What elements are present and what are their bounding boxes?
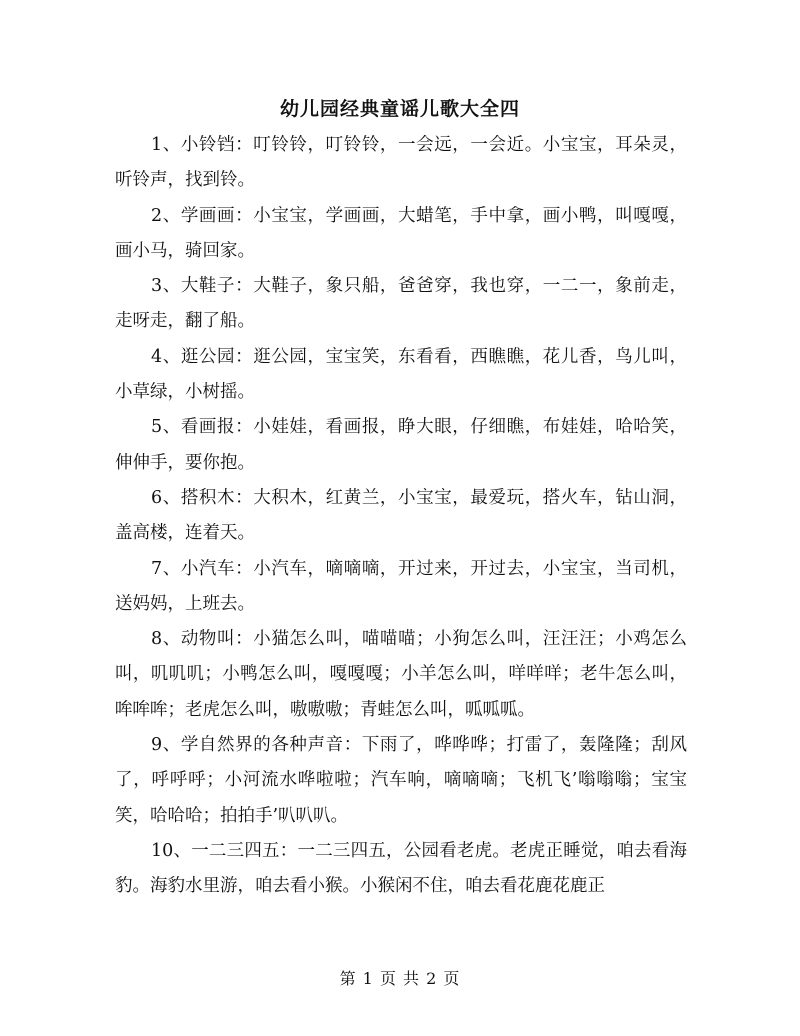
paragraph-6: 6、搭积木：大积木，红黄兰，小宝宝，最爱玩，搭火车，钻山洞，盖高楼，连着天。 (115, 487, 687, 544)
paragraph-7: 7、小汽车：小汽车，嘀嘀嘀，开过来，开过去，小宝宝，当司机，送妈妈，上班去。 (115, 558, 687, 614)
paragraph-9: 9、学自然界的各种声音：下雨了，哗哗哗；打雷了，轰隆隆；刮风了，呼呼呼；小河流水哗啦啦；汽车响，嘀嘀嘀；飞机飞’嗡嗡嗡；宝宝笑，哈哈哈；拍拍手’叭叭叭。 (115, 735, 687, 826)
paragraph-10: 10、一二三四五：一二三四五，公园看老虎。老虎正睡觉，咱去看海豹。海豹水里游，咱去看小猴。小猴闲不住，咱去看花鹿花鹿正 (115, 840, 687, 897)
paragraph-3: 3、大鞋子：大鞋子，象只船，爸爸穿，我也穿，一二一，象前走，走呀走，翻了船。 (115, 276, 687, 332)
paragraph-1: 1、小铃铛：叮铃铃，叮铃铃，一会远，一会近。小宝宝，耳朵灵，听铃声，找到铃。 (115, 135, 687, 191)
paragraph-8: 8、动物叫：小猫怎么叫，喵喵喵；小狗怎么叫，汪汪汪；小鸡怎么叫，叽叽叽；小鸭怎么叫，嘎嘎嘎；小羊怎么叫，咩咩咩；老牛怎么叫，哞哞哞；老虎怎么叫，嗷嗷嗷；青蛙怎么叫，呱呱呱。 (115, 629, 687, 720)
paragraph-5: 5、看画报：小娃娃，看画报，睁大眼，仔细瞧，布娃娃，哈哈笑，伸伸手，要你抱。 (115, 417, 687, 473)
paragraph-2: 2、学画画：小宝宝，学画画，大蜡笔，手中拿，画小鸭，叫嘎嘎，画小马，骑回家。 (115, 205, 687, 261)
page-footer: 第 1 页 共 2 页 (339, 969, 461, 988)
paragraph-4: 4、逛公园：逛公园，宝宝笑，东看看，西瞧瞧，花儿香，鸟儿叫，小草绿，小树摇。 (115, 346, 687, 403)
document-title: 幼儿园经典童谣儿歌大全四 (279, 98, 520, 120)
document-body (115, 128, 687, 905)
